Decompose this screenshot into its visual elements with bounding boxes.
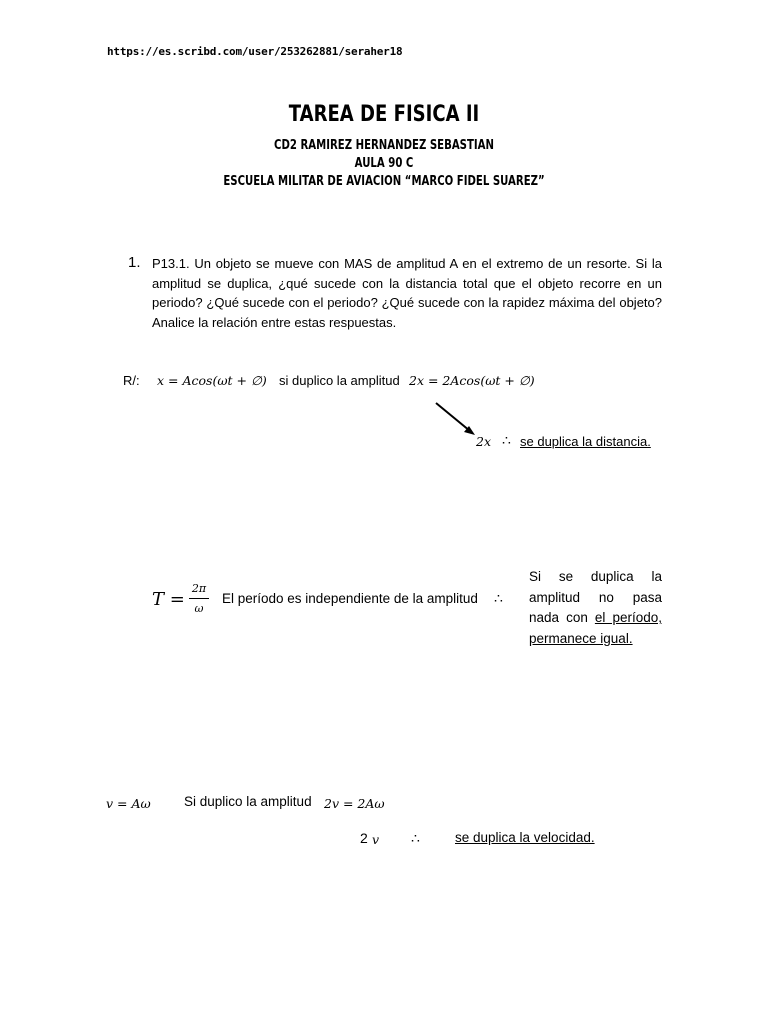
therefore-symbol: ∴ [411,830,420,846]
answer-prefix: R/: [123,373,140,388]
result-variable: v [372,832,380,847]
velocity-equation: v = Aω [106,796,151,811]
doubled-position-equation: 2x = 2Acos(ωt + ∅) [409,373,535,388]
period-independence-text: El período es independiente de la amplitud [222,591,478,606]
question-text: P13.1. Un objeto se mueve con MAS de amplitud A en el extremo de un resorte. Si la amplitud se duplica, ¿qué sucede con la distancia total que el objeto recorre en un periodo? ¿Qué sucede con el periodo? ¿Qué sucede con la rapidez máxima del objeto? Analice la relación entre estas respuestas. [152,256,662,330]
period-conclusion-text: Si se duplica la amplitud no pasa nada con [529,569,662,625]
amplitude-doubling-text: si duplico la amplitud [279,373,400,388]
position-equation: x = Acos(ωt + ∅) [157,373,267,388]
fraction-denominator: ω [194,602,204,615]
therefore-symbol: ∴ [502,432,511,448]
distance-conclusion: se duplica la distancia. [520,434,651,449]
velocity-doubling-text: Si duplico la amplitud [184,794,312,809]
classroom: AULA 90 C [354,156,414,171]
period-lhs: T = [152,589,185,610]
fraction-numerator: 2π [191,582,207,595]
period-conclusion [529,567,662,649]
question-number: 1. [128,254,141,271]
school-name: ESCUELA MILITAR DE AVIACION “MARCO FIDEL SUAREZ” [223,174,545,189]
document-title: TAREA DE FISICA II [288,102,480,127]
doubled-velocity-equation: 2v = 2Aω [324,796,385,811]
arrow-icon [430,398,480,440]
scribd-url[interactable]: https://es.scribd.com/user/253262881/seraher18 [107,45,403,58]
fraction-bar [189,598,209,599]
result-number: 2 [360,830,368,846]
author-name: CD2 RAMIREZ HERNANDEZ SEBASTIAN [274,138,494,153]
result-variable: 2x [476,434,492,449]
therefore-symbol: ∴ [494,590,503,606]
period-conclusion-underlined: el período, permanece igual. [529,610,662,646]
velocity-conclusion: se duplica la velocidad. [455,830,595,845]
